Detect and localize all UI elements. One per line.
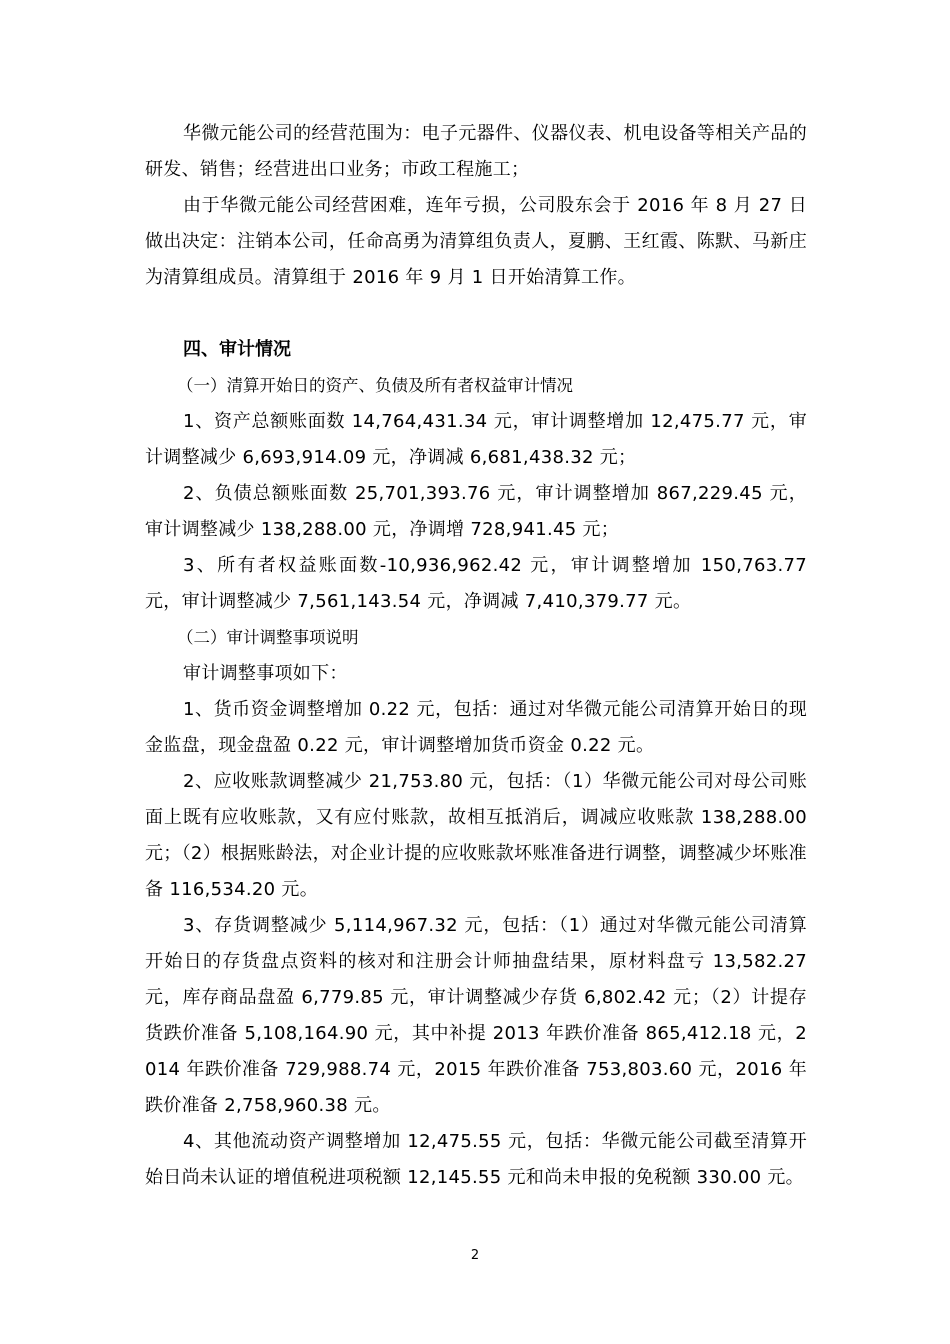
page-number: 2 xyxy=(470,1248,480,1263)
subheading-audit-status: （一）清算开始日的资产、负债及所有者权益审计情况 xyxy=(177,376,573,395)
liabilities-paragraph: 2、负债总额账面数 25,701,393.76 元，审计调整增加 867,229.45 元，审计调整减少 138,288.00 元，净调增 728,941.45 元； xyxy=(145,483,807,540)
liquidation-decision-paragraph: 由于华微元能公司经营困难，连年亏损，公司股东会于 2016 年 8 月 27 日做出决定：注销本公司，任命高勇为清算组负责人，夏鹏、王红霞、陈默、马新庄为清算组成员。清算组于 2016 年 9 月 1 日开始清算工作。 xyxy=(145,195,807,288)
inventory-adjustment-paragraph: 3、存货调整减少 5,114,967.32 元，包括：（1）通过对华微元能公司清算开始日的存货盘点资料的核对和注册会计师抽盘结果，原材料盘亏 13,582.27 元，库存商品盘盈 6,779.85 元，审计调整减少存货 6,802.42 元；（2）计提存货跌价准备 5,108,164.90 元，其中补提 2013 年跌价准备 865,412.18 元，2014 年跌价准备 729,988.74 元，2015 年跌价准备 753,803.60 元，2016 年跌价准备 2,758,960.38 元。 xyxy=(145,915,807,1116)
section-heading-audit: 四、审计情况 xyxy=(183,339,291,360)
adjustments-intro: 审计调整事项如下： xyxy=(183,663,348,684)
cash-adjustment-paragraph: 1、货币资金调整增加 0.22 元，包括：通过对华微元能公司清算开始日的现金监盘，现金盘盈 0.22 元，审计调整增加货币资金 0.22 元。 xyxy=(145,699,807,756)
document-body xyxy=(145,116,807,1196)
assets-paragraph: 1、资产总额账面数 14,764,431.34 元，审计调整增加 12,475.77 元，审计调整减少 6,693,914.09 元，净调减 6,681,438.32 元； xyxy=(145,411,807,468)
subheading-adjustments: （二）审计调整事项说明 xyxy=(177,628,359,647)
other-current-assets-paragraph: 4、其他流动资产调整增加 12,475.55 元，包括：华微元能公司截至清算开始日尚未认证的增值税进项税额 12,145.55 元和尚未申报的免税额 330.00 元。 xyxy=(145,1131,807,1188)
receivables-adjustment-paragraph: 2、应收账款调整减少 21,753.80 元，包括：（1）华微元能公司对母公司账面上既有应收账款，又有应付账款，故相互抵消后，调减应收账款 138,288.00 元；（2）根据账龄法，对企业计提的应收账款坏账准备进行调整，调整减少坏账准备 116,534.20 元。 xyxy=(145,771,807,900)
equity-paragraph: 3、所有者权益账面数-10,936,962.42 元，审计调整增加 150,763.77 元，审计调整减少 7,561,143.54 元，净调减 7,410,379.77 元。 xyxy=(145,555,807,612)
business-scope-paragraph: 华微元能公司的经营范围为：电子元器件、仪器仪表、机电设备等相关产品的研发、销售；经营进出口业务；市政工程施工； xyxy=(145,123,807,180)
section-spacer xyxy=(145,296,807,332)
